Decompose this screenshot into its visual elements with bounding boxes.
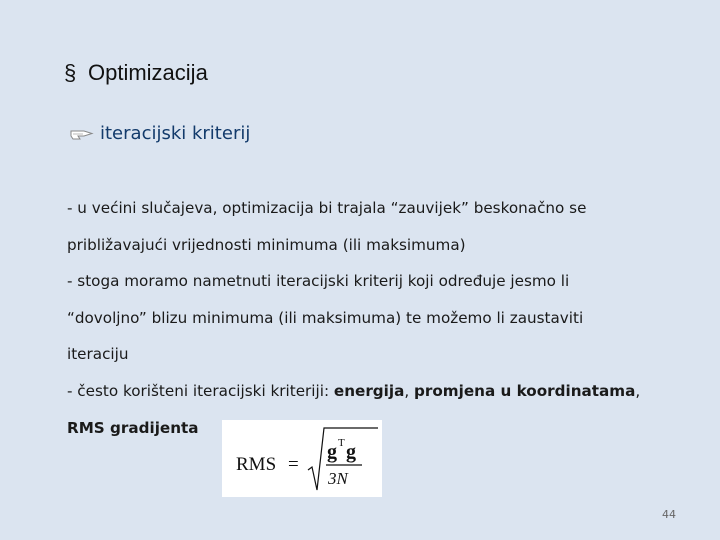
formula-numerator-g: g [327, 441, 337, 463]
pointing-hand-icon [70, 125, 98, 143]
formula-numerator-g2: g [346, 441, 356, 463]
formula-equals: = [288, 454, 299, 475]
body-line-6 [67, 373, 697, 410]
page-number: 44 [662, 508, 676, 521]
body-text [67, 190, 697, 446]
criterion-energy: energija [333, 381, 405, 400]
rms-formula [222, 420, 382, 497]
body-line-3: - stoga moramo nametnuti iteracijski kriterij koji određuje jesmo li [67, 272, 570, 291]
subtitle [70, 123, 250, 144]
criteria-separator: , [404, 381, 414, 400]
formula-transpose: T [338, 437, 345, 449]
criterion-rms-gradient: RMS gradijenta [67, 418, 199, 437]
subtitle-text: iteracijski kriterij [100, 123, 251, 144]
criterion-coordinate-change: promjena u koordinatama [414, 381, 636, 400]
section-bullet: § [64, 60, 77, 85]
slide-title [64, 60, 208, 86]
formula-lhs: RMS [236, 454, 277, 475]
criteria-intro: - često korišteni iteracijski kriteriji: [67, 381, 334, 400]
body-line-5: iteraciju [67, 345, 129, 364]
slide-title-text: Optimizacija [88, 60, 208, 85]
criteria-separator: , [635, 381, 641, 400]
body-line-4: “dovoljno” blizu minimuma (ili maksimuma) te možemo li zaustaviti [67, 308, 584, 327]
formula-denominator: 3N [328, 469, 348, 488]
body-line-2: približavajući vrijednosti minimuma (ili maksimuma) [67, 235, 466, 254]
body-line-1: - u većini slučajeva, optimizacija bi trajala “zauvijek” beskonačno se [67, 199, 587, 217]
